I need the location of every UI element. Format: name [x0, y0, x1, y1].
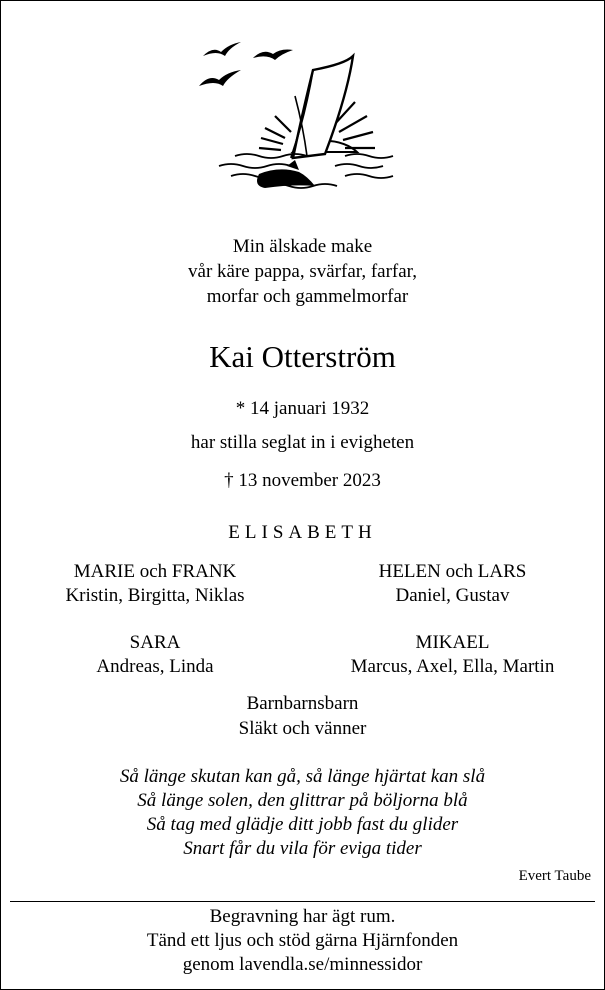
- family-names: HELEN och LARS: [378, 561, 527, 582]
- poem-author: Evert Taube: [518, 868, 591, 884]
- family-children: Kristin, Birgitta, Niklas: [65, 585, 245, 606]
- family-names: MIKAEL: [415, 632, 490, 653]
- extended-family: [0, 691, 605, 741]
- intro-line: vår käre pappa, svärfar, farfar,: [188, 261, 417, 282]
- poem-line: Så länge skutan kan gå, så länge hjärtat kan slå: [119, 766, 486, 787]
- family-children: Andreas, Linda: [96, 656, 214, 677]
- deceased-name: Kai Otterström: [209, 339, 396, 374]
- family-names: MARIE och FRANK: [73, 561, 237, 582]
- funeral-notice: [0, 905, 605, 977]
- intro-text: [0, 234, 605, 309]
- memorial-poem: [0, 765, 605, 861]
- family-children: Daniel, Gustav: [395, 585, 510, 606]
- family-names: SARA: [129, 632, 181, 653]
- notice-line: genom lavendla.se/minnessidor: [182, 954, 423, 975]
- intro-line: Min älskade make: [232, 236, 373, 257]
- extended-family-line: Släkt och vänner: [238, 718, 367, 739]
- sailboat-sunset-seagulls-icon: [195, 36, 405, 196]
- family-group: [0, 631, 310, 679]
- extended-family-line: Barnbarnsbarn: [246, 693, 359, 714]
- poem-line: Snart får du vila för eviga tider: [183, 838, 422, 859]
- birth-date: * 14 januari 1932: [235, 398, 370, 419]
- family-group: [300, 631, 605, 679]
- spouse-name: ELISABETH: [228, 522, 377, 543]
- poem-line: Så länge solen, den glittrar på böljorna blå: [137, 790, 468, 811]
- family-group: [0, 560, 310, 608]
- notice-line: Begravning har ägt rum.: [209, 906, 396, 927]
- intro-line: morfar och gammelmorfar: [206, 286, 409, 307]
- divider: [10, 901, 595, 902]
- family-children: Marcus, Axel, Ella, Martin: [350, 656, 555, 677]
- notice-line: Tänd ett ljus och stöd gärna Hjärnfonden: [146, 930, 459, 951]
- farewell-phrase: har stilla seglat in i evigheten: [190, 432, 415, 453]
- poem-line: Så tag med glädje ditt jobb fast du glider: [146, 814, 459, 835]
- death-date: † 13 november 2023: [224, 470, 381, 491]
- family-group: [300, 560, 605, 608]
